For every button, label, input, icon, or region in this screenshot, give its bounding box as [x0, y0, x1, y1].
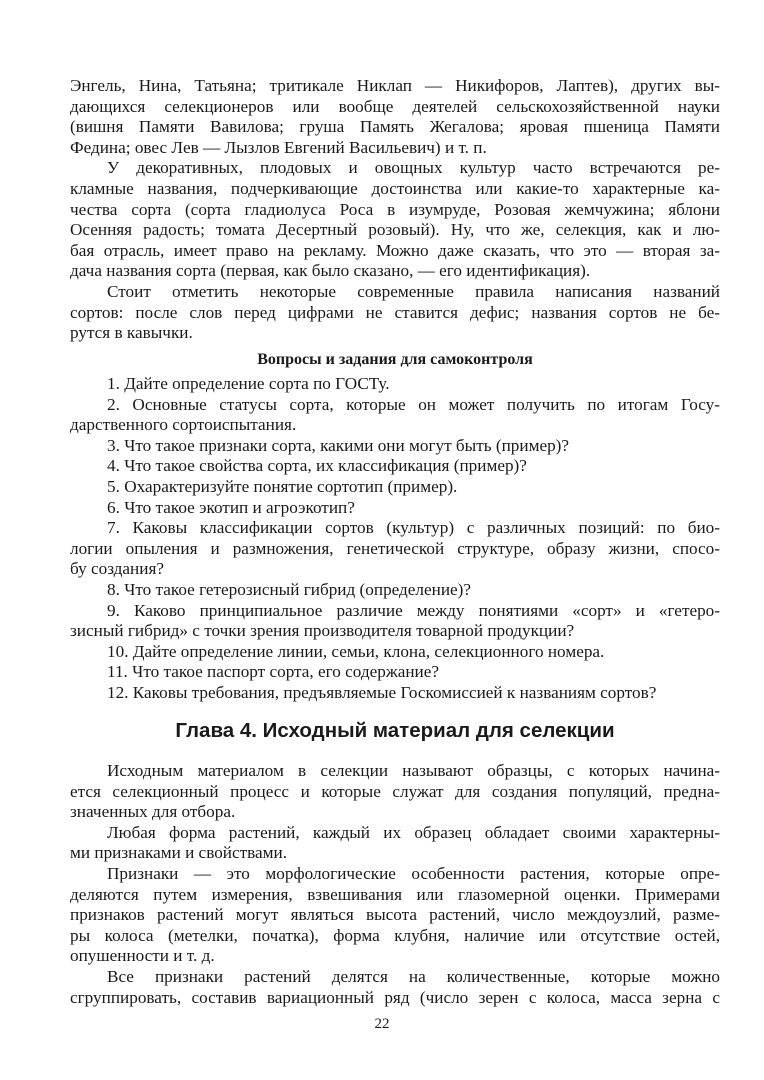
- questions-list: [70, 374, 720, 704]
- text-line: Федина; овес Лев — Лызлов Евгений Васильевич) и т. п.: [70, 137, 487, 157]
- text-line: Исходным материалом в селекции называют образцы, с которых начина-: [107, 761, 720, 780]
- question-item: [70, 498, 720, 519]
- text-line: признаков растений могут являться высота растений, число междоузлий, разме-: [70, 905, 720, 925]
- question-item: [70, 580, 720, 601]
- question-item: [70, 456, 720, 477]
- text-line: ми признаками и свойствами.: [70, 843, 288, 863]
- text-line: 9. Каково принципиальное различие между понятиями «сорт» и «гетеро-: [107, 600, 720, 620]
- question-item: [70, 642, 720, 663]
- paragraph: [70, 76, 720, 158]
- text-line: бу создания?: [70, 559, 164, 579]
- text-line: 5. Охарактеризуйте понятие сортотип (пример).: [107, 476, 458, 496]
- question-item: [70, 601, 720, 642]
- questions-heading: Вопросы и задания для самоконтроля: [257, 351, 533, 368]
- text-line: 2. Основные статусы сорта, которые он может получить по итогам Госу-: [107, 394, 720, 414]
- text-line: Все признаки растений делятся на количественные, которые можно: [107, 966, 720, 986]
- question-item: [70, 662, 720, 683]
- text-line: логии опыления и размножения, генетической структуре, образу жизни, спосо-: [70, 538, 720, 558]
- text-line: Признаки — это морфологические особенности растения, которые опре-: [107, 863, 720, 883]
- text-line: 3. Что такое признаки сорта, какими они могут быть (пример)?: [107, 435, 570, 455]
- text-line: чества сорта (сорта гладиолуса Роса в изумруде, Розовая жемчужина; яблони: [70, 199, 720, 219]
- text-line: кламные названия, подчеркивающие достоинства или какие-то характерные ка-: [70, 178, 720, 198]
- question-item: [70, 436, 720, 457]
- text-line: 12. Каковы требования, предъявляемые Госкомиссией к названиям сортов?: [107, 682, 657, 702]
- text-line: Стоит отметить некоторые современные правила написания названий: [107, 281, 720, 301]
- chapter-title: Глава 4. Исходный материал для селекции: [175, 719, 615, 742]
- question-item: [70, 477, 720, 498]
- text-line: значенных для отбора.: [70, 802, 236, 822]
- paragraph: [70, 158, 720, 282]
- text-line: деляются путем измерения, взвешивания или глазомерной оценки. Примерами: [70, 884, 720, 904]
- text-line: сгруппировать, составив вариационный ряд (число зерен с колоса, масса зерна с: [70, 987, 720, 1007]
- paragraph: [70, 967, 720, 1008]
- text-line: 7. Каковы классификации сортов (культур) с различных позиций: по био-: [107, 518, 720, 538]
- question-item: [70, 518, 720, 580]
- text-line: ры колоса (метелки, початка), форма клубня, наличие или отсутствие остей,: [70, 925, 720, 945]
- text-line: ется селекционный процесс и которые служат для создания популяций, предна-: [70, 781, 720, 801]
- question-item: [70, 683, 720, 704]
- text-line: сортов: после слов перед цифрами не ставится дефис; названия сортов не бе-: [70, 302, 720, 322]
- question-item: [70, 374, 720, 395]
- text-line: Осенняя радость; томата Десертный розовый). Ну, что же, селекция, как и лю-: [70, 220, 720, 240]
- paragraph: [70, 761, 720, 823]
- text-line: 6. Что такое экотип и агроэкотип?: [107, 497, 355, 517]
- text-line: рутся в кавычки.: [70, 323, 193, 343]
- text-line: дарственного сортоиспытания.: [70, 415, 297, 435]
- paragraph: [70, 282, 720, 344]
- text-line: дача названия сорта (первая, как было сказано, — его идентификация).: [70, 261, 591, 281]
- text-line: 1. Дайте определение сорта по ГОСТу.: [107, 374, 390, 393]
- text-line: бая отрасль, имеет право на рекламу. Можно даже сказать, что это — вторая за-: [70, 240, 720, 260]
- text-line: У декоративных, плодовых и овощных культур часто встречаются ре-: [107, 158, 720, 178]
- paragraph: [70, 823, 720, 864]
- paragraph: [70, 864, 720, 967]
- text-line: опушенности и т. д.: [70, 946, 215, 966]
- text-line: зисный гибрид» с точки зрения производителя товарной продукции?: [70, 621, 575, 641]
- text-line: 4. Что такое свойства сорта, их классификация (пример)?: [107, 456, 527, 476]
- page-number: 22: [374, 1016, 390, 1032]
- text-line: 8. Что такое гетерозисный гибрид (определение)?: [107, 579, 472, 599]
- text-line: Энгель, Нина, Татьяна; тритикале Никлап — Никифоров, Лаптев), других вы-: [70, 76, 720, 95]
- text-line: 11. Что такое паспорт сорта, его содержание?: [107, 662, 439, 682]
- text-line: дающихся селекционеров или вообще деятелей сельскохозяйственной науки: [70, 96, 720, 116]
- text-line: (вишня Памяти Вавилова; груша Память Жегалова; яровая пшеница Памяти: [70, 117, 720, 137]
- chapter-text: [70, 761, 720, 1008]
- text-line: 10. Дайте определение линии, семьи, клона, селекционного номера.: [107, 641, 605, 661]
- text-line: Любая форма растений, каждый их образец обладает своими характерны-: [107, 822, 720, 842]
- intro-text: [70, 76, 720, 344]
- question-item: [70, 395, 720, 436]
